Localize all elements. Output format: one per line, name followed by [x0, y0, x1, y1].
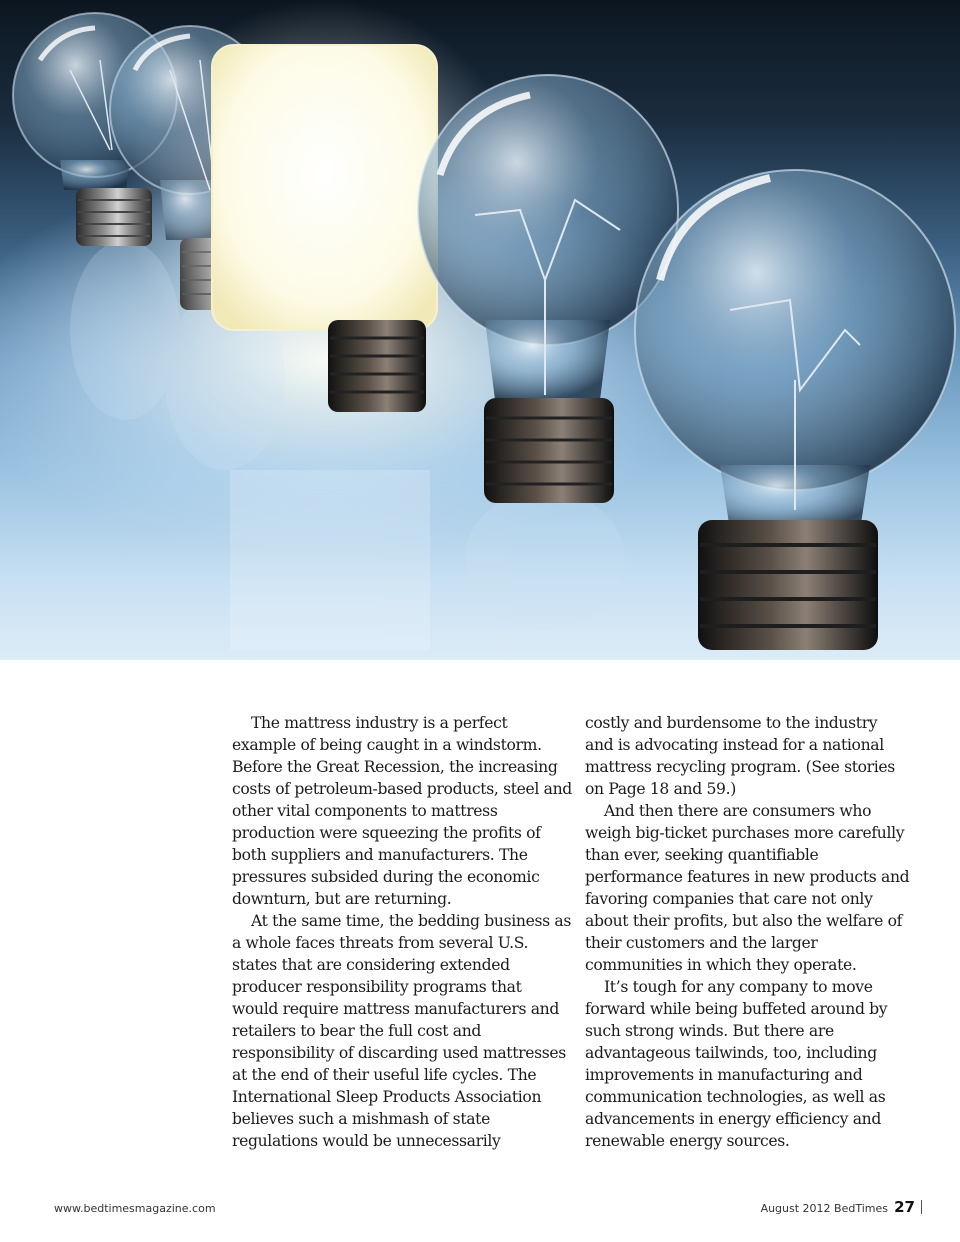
article-paragraph: The mattress industry is a perfect example of being caught in a windstorm. Before the Great Recession, the increasing costs of petroleum-based products, steel and other vital components to mattress production were squeezing the profits of both suppliers and manufacturers. The pressures subsided during the economic downturn, but are returning.: [232, 714, 572, 908]
issue-label: August 2012 BedTimes: [760, 1202, 888, 1215]
article-column-right: [585, 712, 910, 1152]
folio-divider: [921, 1200, 922, 1214]
page-footer: [0, 1198, 960, 1222]
lightbulb-icon: [418, 75, 678, 503]
article-column-left: [232, 712, 572, 1152]
article-paragraph: costly and burdensome to the industry and is advocating instead for a national mattress recycling program. (See stories on Page 18 and 59.): [585, 714, 895, 798]
website-url: www.bedtimesmagazine.com: [54, 1202, 216, 1215]
page-number: 27: [894, 1198, 915, 1216]
article-paragraph: It’s tough for any company to move forward while being buffeted around by such strong winds. But there are advantageous tailwinds, too, including improvements in manufacturing and communication technologies, as well as advancements in energy efficiency and renewable energy sources.: [585, 978, 888, 1150]
article-paragraph: And then there are consumers who weigh big-ticket purchases more carefully than ever, seeking quantifiable performance features in new products and favoring companies that care not only about their profits, but also the welfare of their customers and the larger communities in which they operate.: [585, 802, 910, 974]
lightbulb-icon: [635, 170, 955, 650]
article-paragraph: At the same time, the bedding business as a whole faces threats from several U.S. states that are considering extended producer responsibility programs that would require mattress manufacturers and retailers to bear the full cost and responsibility of discarding used mattresses at the end of their useful life cycles. The International Sleep Products Association believes such a mishmash of state regulations would be unnecessarily: [232, 912, 571, 1150]
